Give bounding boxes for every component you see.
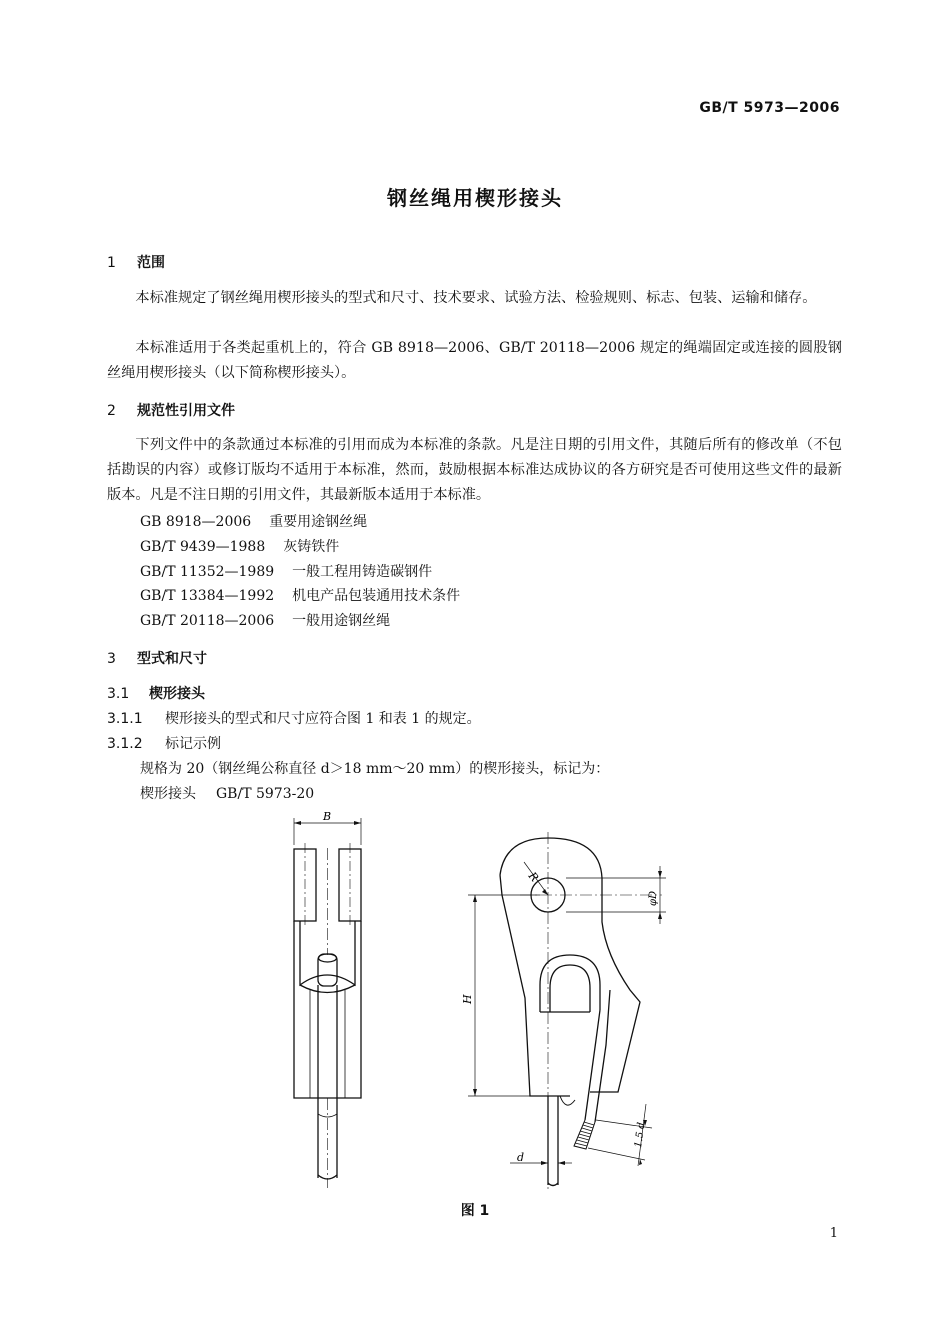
reference-item <box>140 561 432 581</box>
subsection-3-1-heading <box>107 683 205 703</box>
dimension-label-h: H <box>461 994 474 1004</box>
section-2-paragraph: 下列文件中的条款通过本标准的引用而成为本标准的条款。凡是注日期的引用文件，其随后所有的修改单（不包括勘误的内容）或修订版均不适用于本标准，然而，鼓励根据本标准达成协议的各方研究是否可使用这些文件的最新版本。凡是不注日期的引用文件，其最新版本适用于本标准。 <box>107 437 842 503</box>
page-number: 1 <box>829 1226 838 1241</box>
section-number: 3 <box>107 651 116 667</box>
document-title: 钢丝绳用楔形接头 <box>387 186 563 210</box>
section-1-heading <box>107 252 165 272</box>
clause-text: 楔形接头的型式和尺寸应符合图 1 和表 1 的规定。 <box>165 711 481 727</box>
dimension-label-b: B <box>323 810 332 823</box>
dimension-label-d: d <box>517 1151 525 1164</box>
clause-number: 3.1.1 <box>107 711 143 727</box>
reference-name: 机电产品包装通用技术条件 <box>292 588 461 604</box>
dimension-label-phid: φD <box>648 890 659 906</box>
section-number: 1 <box>107 255 116 271</box>
section-title: 范围 <box>137 255 165 271</box>
reference-name: 灰铸铁件 <box>283 539 340 555</box>
clause-3-1-1 <box>107 708 481 728</box>
section-1-paragraph-2: 本标准适用于各类起重机上的，符合 GB 8918—2006、GB/T 20118—2006 规定的绳端固定或连接的圆股钢丝绳用楔形接头（以下简称楔形接头）。 <box>107 340 842 381</box>
clause-3-1-2 <box>107 733 221 753</box>
standard-number: GB/T 5973—2006 <box>699 100 840 116</box>
clause-number: 3.1.2 <box>107 736 143 752</box>
marking-label: 楔形接头 <box>140 786 196 802</box>
reference-item <box>140 511 367 531</box>
section-3-heading <box>107 648 207 668</box>
reference-item <box>140 536 339 556</box>
section-title: 规范性引用文件 <box>137 403 235 419</box>
clause-text: 标记示例 <box>165 736 221 752</box>
section-number: 2 <box>107 403 116 419</box>
section-1-paragraph-1: 本标准规定了钢丝绳用楔形接头的型式和尺寸、技术要求、试验方法、检验规则、标志、包装、运输和储存。 <box>135 290 817 306</box>
reference-item <box>140 610 390 630</box>
reference-name: 重要用途钢丝绳 <box>269 514 368 530</box>
reference-code: GB/T 11352—1989 <box>140 564 275 580</box>
marking-example-text: 规格为 20（钢丝绳公称直径 d＞18 mm～20 mm）的楔形接头，标记为： <box>140 761 610 777</box>
subsection-number: 3.1 <box>107 686 130 702</box>
figure-caption: 图 1 <box>460 1203 490 1219</box>
reference-name: 一般用途钢丝绳 <box>292 613 391 629</box>
reference-code: GB 8918—2006 <box>140 514 252 530</box>
reference-code: GB/T 20118—2006 <box>140 613 275 629</box>
marking-example <box>140 783 314 803</box>
section-2-heading <box>107 400 235 420</box>
reference-code: GB/T 9439—1988 <box>140 539 266 555</box>
dimension-label-r: R <box>525 869 541 885</box>
section-title: 型式和尺寸 <box>137 651 207 667</box>
reference-item <box>140 585 460 605</box>
figure-1-drawing <box>280 805 680 1195</box>
subsection-title: 楔形接头 <box>149 686 205 702</box>
reference-name: 一般工程用铸造碳钢件 <box>292 564 433 580</box>
dimension-label-1-5d: 1.5 d <box>633 1121 648 1149</box>
reference-code: GB/T 13384—1992 <box>140 588 275 604</box>
marking-code: GB/T 5973-20 <box>216 786 315 802</box>
